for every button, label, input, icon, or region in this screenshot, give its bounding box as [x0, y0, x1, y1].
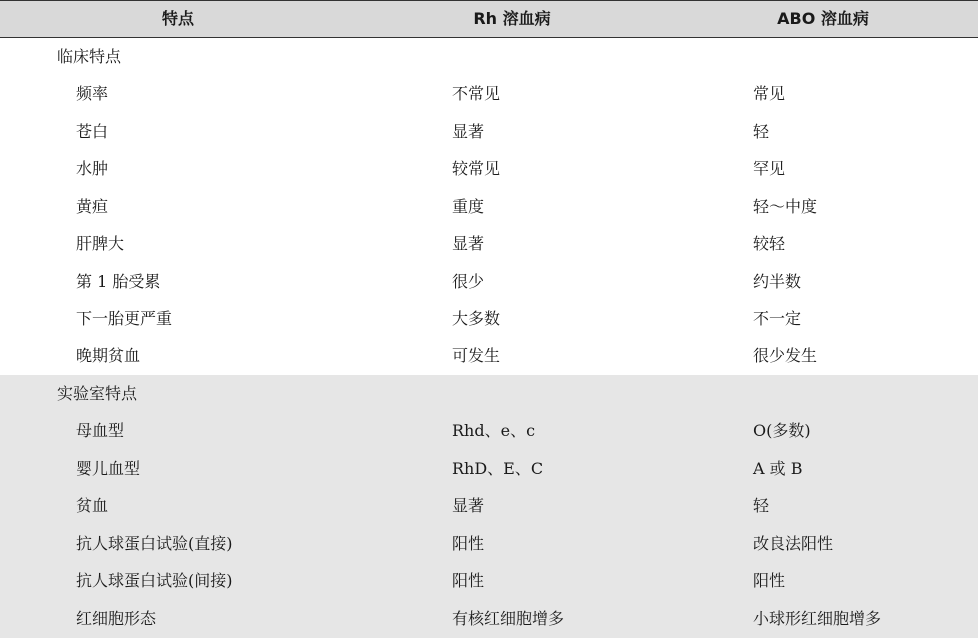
abo-cell: 约半数 — [753, 272, 802, 291]
rh-cell: 阳性 — [452, 571, 485, 590]
table-row — [0, 225, 978, 262]
abo-cell: 罕见 — [753, 159, 786, 178]
feature-cell: 贫血 — [76, 496, 109, 515]
feature-cell: 苍白 — [76, 122, 109, 141]
clinical-section — [0, 38, 978, 375]
header-rh: Rh 溶血病 — [473, 9, 551, 28]
feature-cell: 抗人球蛋白试验(直接) — [76, 534, 233, 553]
feature-cell: 水肿 — [76, 159, 109, 178]
table-row — [0, 412, 978, 449]
abo-cell: 很少发生 — [753, 346, 818, 365]
rh-cell: 大多数 — [452, 309, 501, 328]
rh-cell: RhD、E、C — [452, 459, 544, 478]
abo-cell: 阳性 — [753, 571, 786, 590]
rh-cell: 阳性 — [452, 534, 485, 553]
feature-cell: 第 1 胎受累 — [76, 272, 161, 291]
rh-cell: 可发生 — [452, 346, 501, 365]
section-title-row — [0, 375, 978, 412]
table-header — [0, 0, 978, 38]
lab-section — [0, 375, 978, 638]
feature-cell: 红细胞形态 — [76, 609, 157, 628]
table-row — [0, 113, 978, 150]
table-row — [0, 562, 978, 599]
table-row — [0, 300, 978, 337]
feature-cell: 黄疸 — [76, 197, 109, 216]
abo-cell: 常见 — [753, 84, 786, 103]
table-row — [0, 600, 978, 637]
table-row — [0, 525, 978, 562]
abo-cell: 轻 — [753, 496, 770, 515]
header-abo: ABO 溶血病 — [777, 9, 869, 28]
feature-cell: 肝脾大 — [76, 234, 125, 253]
rh-cell: 很少 — [452, 272, 485, 291]
rh-cell: 显著 — [452, 234, 485, 253]
abo-cell: A 或 B — [753, 459, 803, 478]
table-row — [0, 337, 978, 374]
header-feature: 特点 — [161, 9, 194, 28]
abo-cell: 小球形红细胞增多 — [753, 609, 882, 628]
feature-cell: 母血型 — [76, 421, 125, 440]
rh-cell: 显著 — [452, 496, 485, 515]
rh-cell: 显著 — [452, 122, 485, 141]
feature-cell: 婴儿血型 — [76, 459, 141, 478]
table-row — [0, 263, 978, 300]
abo-cell: 较轻 — [753, 234, 786, 253]
rh-cell: 重度 — [452, 197, 485, 216]
rh-cell: 较常见 — [452, 159, 501, 178]
rh-cell: 有核红细胞增多 — [452, 609, 565, 628]
rh-cell: 不常见 — [452, 84, 501, 103]
table-row — [0, 75, 978, 112]
section-title: 实验室特点 — [57, 384, 138, 403]
abo-cell: 轻～中度 — [753, 197, 818, 216]
abo-cell: 轻 — [753, 122, 770, 141]
table-row — [0, 487, 978, 524]
abo-cell: O(多数) — [753, 421, 811, 440]
feature-cell: 频率 — [76, 84, 109, 103]
rh-cell: Rhd、e、c — [452, 421, 536, 440]
feature-cell: 晚期贫血 — [76, 346, 141, 365]
feature-cell: 下一胎更严重 — [76, 309, 173, 328]
section-title: 临床特点 — [57, 47, 122, 66]
table-row — [0, 450, 978, 487]
section-title-row — [0, 38, 978, 75]
feature-cell: 抗人球蛋白试验(间接) — [76, 571, 233, 590]
table-row — [0, 150, 978, 187]
abo-cell: 改良法阳性 — [753, 534, 834, 553]
abo-cell: 不一定 — [753, 309, 802, 328]
table-row — [0, 188, 978, 225]
